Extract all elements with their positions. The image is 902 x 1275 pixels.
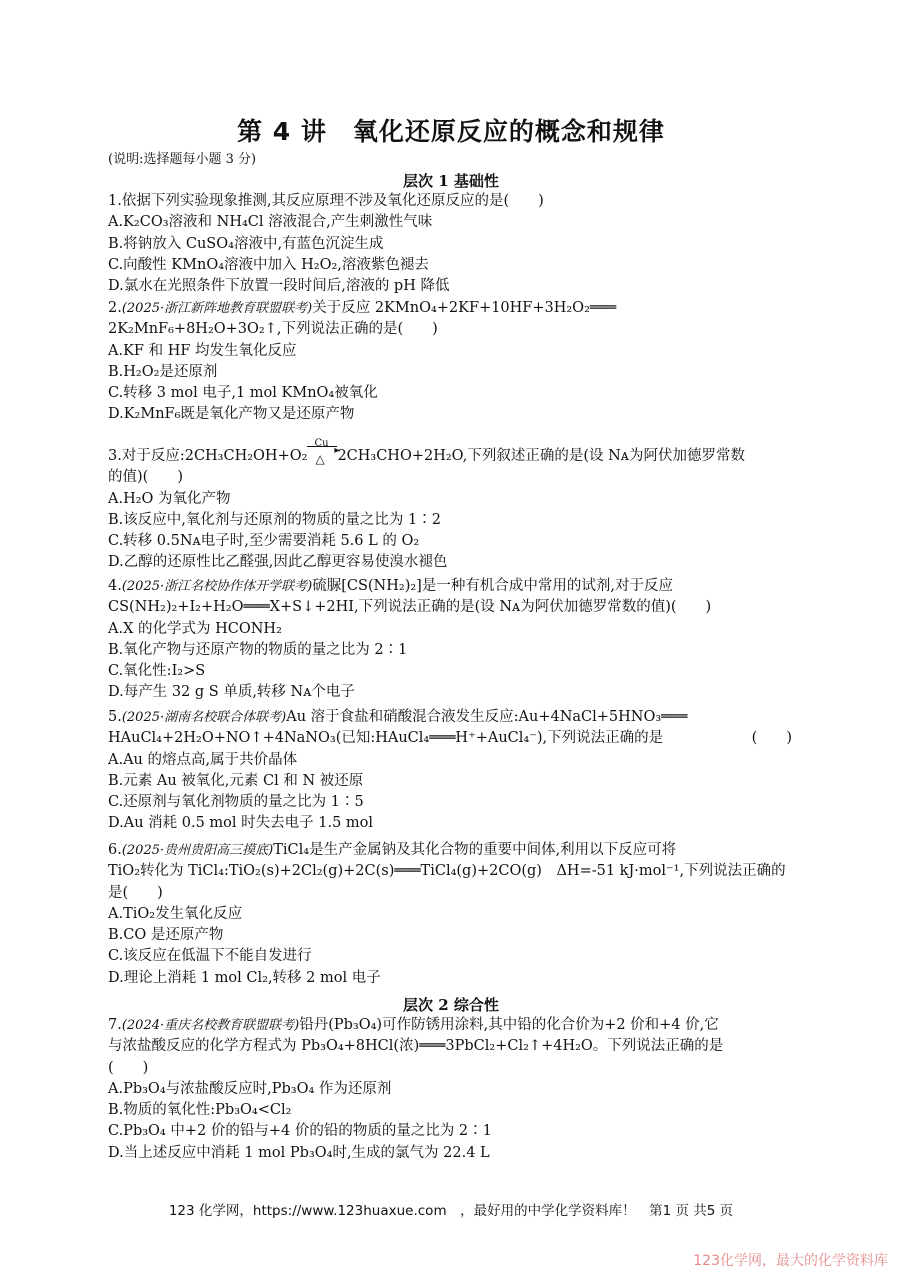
arrow-line <box>307 446 337 447</box>
watermark-text: 123化学网，最大的化学资料库 <box>693 1253 888 1269</box>
question-stem: Au 溶于食盐和硝酸混合液发生反应:Au+4NaCl+5HNO₃═══ <box>286 709 688 725</box>
question-source: (2024·重庆名校教育联盟联考) <box>121 1018 300 1033</box>
question-stem: 1.依据下列实验现象推测,其反应原理不涉及氧化还原反应的是( ) <box>108 193 544 209</box>
question-2 <box>108 298 798 426</box>
option-a: A.X 的化学式为 HCONH₂ <box>108 620 282 637</box>
option-c: C.还原剂与氧化剂物质的量之比为 1∶5 <box>108 794 364 811</box>
option-a: A.TiO₂发生氧化反应 <box>108 905 243 922</box>
option-b: B.物质的氧化性:Pb₃O₄<Cl₂ <box>108 1102 292 1119</box>
option-b: B.将钠放入 CuSO₄溶液中,有蓝色沉淀生成 <box>108 235 384 252</box>
option-a: A.KF 和 HF 均发生氧化反应 <box>108 342 297 359</box>
question-5 <box>108 707 798 835</box>
option-b: B.该反应中,氧化剂与还原剂的物质的量之比为 1∶2 <box>108 511 441 528</box>
question-4 <box>108 576 798 704</box>
question-stem: 关于反应 2KMnO₄+2KF+10HF+3H₂O₂═══ <box>312 300 617 316</box>
question-stem-cont: ( ) <box>108 1059 149 1076</box>
question-stem-cont: CS(NH₂)₂+I₂+H₂O═══X+S↓+2HI,下列说法正确的是(设 Nᴀ为阿伏加德罗常数的值)( ) <box>108 599 712 616</box>
question-source: (2025·湖南名校联合体联考) <box>121 710 287 725</box>
question-1 <box>108 191 798 297</box>
question-source: (2025·浙江名校协作体开学联考) <box>121 579 313 594</box>
option-a: A.K₂CO₃溶液和 NH₄Cl 溶液混合,产生刺激性气味 <box>108 214 433 231</box>
question-stem-cont: 与浓盐酸反应的化学方程式为 Pb₃O₄+8HCl(浓)═══3PbCl₂+Cl₂↑+4H₂O。下列说法正确的是 <box>108 1038 724 1055</box>
option-b: B.元素 Au 被氧化,元素 Cl 和 N 被还原 <box>108 772 364 789</box>
question-stem: TiCl₄是生产金属钠及其化合物的重要中间体,利用以下反应可将 <box>273 842 677 858</box>
option-c: C.Pb₃O₄ 中+2 价的铅与+4 价的铅的物质的量之比为 2∶1 <box>108 1123 492 1140</box>
arrow-heat: △ <box>315 452 325 466</box>
question-stem: 3.对于反应:2CH₃CH₂OH+O₂ <box>108 448 308 464</box>
option-a: A.H₂O 为氧化产物 <box>108 490 231 507</box>
question-6 <box>108 840 798 989</box>
option-d: D.每产生 32 g S 单质,转移 Nᴀ个电子 <box>108 684 355 701</box>
section-heading-2: 层次 2 综合性 <box>403 996 499 1014</box>
question-source: (2025·贵州贵阳高三摸底) <box>121 843 274 858</box>
question-stem-cont: HAuCl₄+2H₂O+NO↑+4NaNO₃(已知:HAuCl₄═══H⁺+AuCl₄⁻),下列说法正确的是 <box>108 730 664 747</box>
option-c: C.转移 3 mol 电子,1 mol KMnO₄被氧化 <box>108 385 378 402</box>
question-stem-cont: 是( ) <box>108 884 163 901</box>
option-a: A.Pb₃O₄与浓盐酸反应时,Pb₃O₄ 作为还原剂 <box>108 1080 392 1097</box>
option-c: C.转移 0.5Nᴀ电子时,至少需要消耗 5.6 L 的 O₂ <box>108 533 420 550</box>
question-number: 5. <box>108 709 122 725</box>
answer-parentheses: ( ) <box>751 730 792 747</box>
question-7 <box>108 1015 798 1164</box>
option-d: D.氯水在光照条件下放置一段时间后,溶液的 pH 降低 <box>108 278 450 295</box>
question-number: 2. <box>108 300 122 316</box>
option-c: C.氧化性:I₂>S <box>108 663 206 680</box>
option-a: A.Au 的熔点高,属于共价晶体 <box>108 751 298 768</box>
option-d: D.Au 消耗 0.5 mol 时失去电子 1.5 mol <box>108 815 374 832</box>
option-b: B.H₂O₂是还原剂 <box>108 363 218 380</box>
question-stem-cont: 的值)( ) <box>108 469 183 486</box>
question-stem-cont: TiO₂转化为 TiCl₄:TiO₂(s)+2Cl₂(g)+2C(s)═══TiCl₄(g)+2CO(g) ΔH=-51 kJ·mol⁻¹,下列说法正确的 <box>108 863 786 880</box>
page-title: 第 4 讲 氧化还原反应的概念和规律 <box>237 117 665 146</box>
reaction-arrow <box>307 438 340 466</box>
option-d: D.K₂MnF₆既是氧化产物又是还原产物 <box>108 406 355 423</box>
question-stem: 硫脲[CS(NH₂)₂]是一种有机合成中常用的试剂,对于反应 <box>312 578 673 594</box>
option-d: D.当上述反应中消耗 1 mol Pb₃O₄时,生成的氯气为 22.4 L <box>108 1144 490 1161</box>
option-b: B.氧化产物与还原产物的物质的量之比为 2∶1 <box>108 641 408 658</box>
question-stem-cont: 2CH₃CHO+2H₂O,下列叙述正确的是(设 Nᴀ为阿伏加德罗常数 <box>337 448 745 464</box>
option-c: C.向酸性 KMnO₄溶液中加入 H₂O₂,溶液紫色褪去 <box>108 256 429 273</box>
arrow-head: ▸ <box>334 445 340 456</box>
option-c: C.该反应在低温下不能自发进行 <box>108 948 312 965</box>
option-b: B.CO 是还原产物 <box>108 927 224 944</box>
option-d: D.乙醇的还原性比乙醛强,因此乙醇更容易使溴水褪色 <box>108 554 448 571</box>
arrow-catalyst: Cu <box>314 438 329 449</box>
page-footer: 123 化学网，https://www.123huaxue.com ，最好用的中学化学资料库！ 第1 页 共5 页 <box>168 1203 734 1219</box>
question-3 <box>108 438 798 574</box>
section-heading-1: 层次 1 基础性 <box>403 172 499 190</box>
question-source: (2025·浙江新阵地教育联盟联考) <box>121 301 313 316</box>
option-d: D.理论上消耗 1 mol Cl₂,转移 2 mol 电子 <box>108 969 381 986</box>
question-stem: 铅丹(Pb₃O₄)可作防锈用涂料,其中铅的化合价为+2 价和+4 价,它 <box>299 1017 719 1033</box>
scoring-note: (说明:选择题每小题 3 分) <box>108 152 257 167</box>
question-number: 7. <box>108 1017 122 1033</box>
question-number: 6. <box>108 842 122 858</box>
question-number: 4. <box>108 578 122 594</box>
question-stem-cont: 2K₂MnF₆+8H₂O+3O₂↑,下列说法正确的是( ) <box>108 321 438 338</box>
